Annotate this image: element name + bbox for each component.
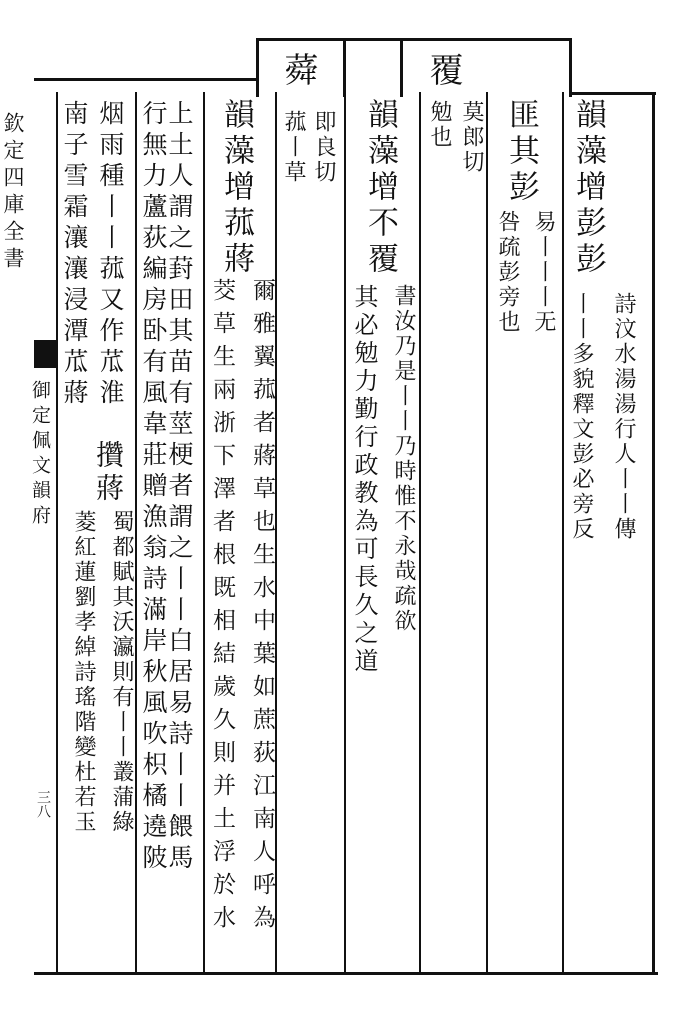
col-rule	[135, 92, 137, 972]
sub-title: 御定佩文韻府	[29, 380, 51, 530]
pronunciation: 莫郎切	[459, 100, 484, 175]
entry-text: 南子雪霜瀼瀼浸潭苽蔣	[60, 100, 89, 410]
entry-text: 韻藻增不覆	[362, 98, 398, 278]
col-rule	[275, 92, 277, 972]
entry-note: 丨丨多貌釋文彭必旁反	[569, 292, 594, 542]
book-title: 欽定四庫全書	[1, 112, 25, 274]
entry-note: 易丨丨丨无	[531, 210, 556, 335]
entry-note: 菱紅蓮劉孝綽詩瑤階變杜若玉	[71, 510, 96, 835]
col-rule	[486, 92, 488, 972]
margin-fishtail	[34, 340, 56, 368]
entry-note: 書汝乃是丨丨乃時惟不永哉疏欲	[391, 284, 416, 634]
definition: 勉也	[427, 100, 452, 150]
headword-mang: 覆	[423, 52, 463, 88]
entry-text: 行無力蘆荻編房卧有風韋莊贈漁翁詩滿岸秋風吹枳橘遶陂	[139, 100, 168, 875]
entry-text: 烟雨種丨丨菰又作苽淮	[96, 100, 125, 410]
entry-text: 韻藻增菰蔣	[218, 98, 254, 278]
col-rule	[203, 92, 205, 972]
frame-bottom	[34, 972, 658, 975]
frame-top-right	[566, 92, 656, 95]
entry-note: 爾雅翼菰者蔣草也生水中葉如蔗荻江南人呼為	[249, 278, 275, 938]
entry-text: 韻藻增彭彭	[570, 98, 606, 278]
pronunciation: 即良切	[311, 110, 336, 185]
entry-text: 匪其彭	[503, 98, 539, 206]
definition: 菰丨草	[281, 110, 306, 185]
entry-text: 上土人謂之葑田其苗有莖梗者謂之丨丨白居易詩丨丨餵馬	[165, 100, 194, 875]
frame-top-left	[34, 78, 256, 81]
entry-note: 其必勉力勤行政教為可長久之道	[350, 284, 378, 676]
tab-bar	[256, 38, 566, 41]
frame-right	[652, 92, 655, 974]
col-rule	[562, 92, 564, 972]
entry-note: 詩汶水湯湯行人丨丨傳	[611, 292, 636, 542]
col-rule	[419, 92, 421, 972]
entry-note: 蜀都賦其沃瀛則有丨丨叢蒲綠	[109, 510, 134, 835]
page-number: 三八	[35, 790, 51, 818]
col-rule	[56, 92, 58, 972]
col-rule	[344, 92, 346, 972]
entry-headword: 攢蔣	[92, 440, 125, 506]
entry-note: 茭草生兩浙下澤者根既相結歲久則并土浮於水	[209, 278, 235, 938]
entry-note: 咎疏彭旁也	[495, 210, 520, 335]
headword-jiang: 蕣	[278, 52, 318, 88]
